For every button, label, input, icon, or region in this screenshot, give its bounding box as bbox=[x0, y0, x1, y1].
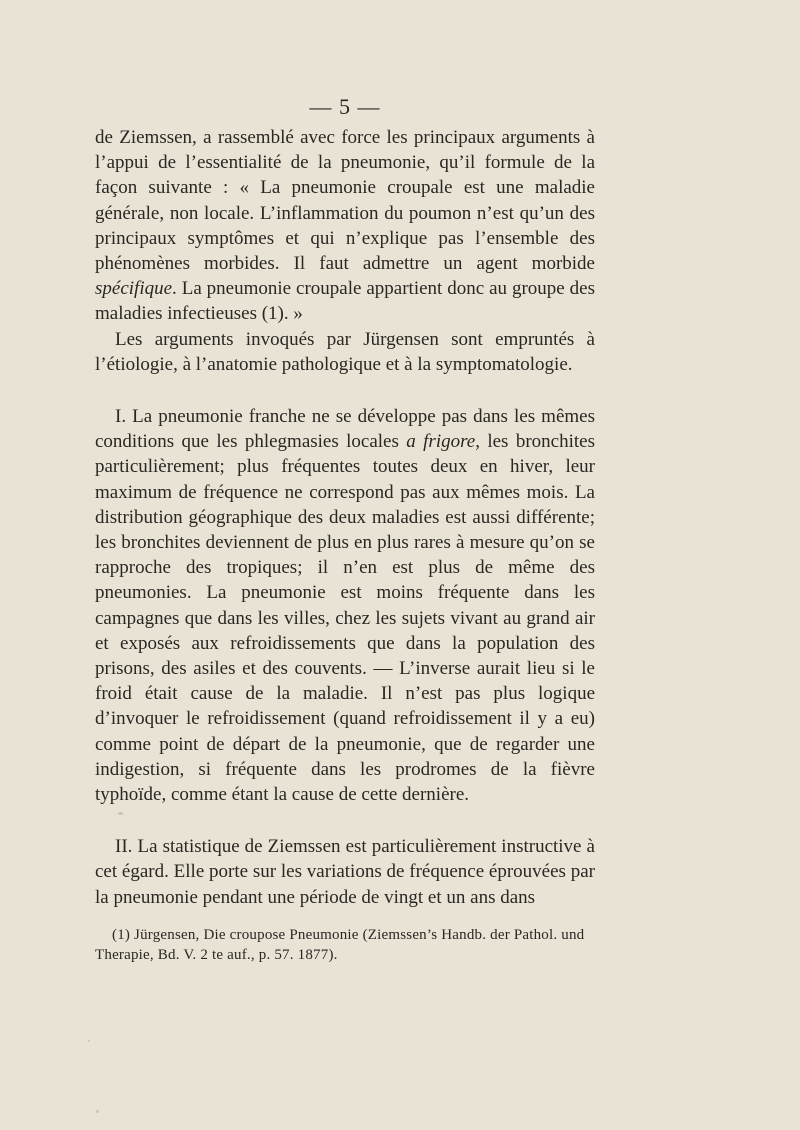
paragraph-1-text-end: . La pneumonie croupale appartient donc au groupe des maladies infectieuses (1). » bbox=[95, 278, 595, 325]
paragraph-3-italic: a frigore bbox=[406, 431, 476, 453]
paper-speck bbox=[96, 1110, 99, 1113]
paragraph-1-text-start: de Ziemssen, a rassemblé avec force les principaux arguments à l’appui de l’essentialité de la pneumonie, qu’il formule de la façon suivante : « La pneumonie croupale est une maladie générale, non locale. L’inflammation du poumon n’est qu’un des principaux symptômes et qui n’explique pas l’ensemble des phénomènes morbides. Il faut admettre un agent morbide bbox=[95, 127, 595, 275]
paper-speck bbox=[88, 1040, 90, 1042]
paragraph-3 bbox=[95, 404, 595, 807]
paragraph-3-text-end: , les bronchites particulièrement; plus fréquentes toutes deux en hiver, leur maximum de fréquence ne correspond pas aux mêmes mois. La distribution géographique des deux maladies est aussi différente; les bronchites deviennent de plus en plus rares à mesure qu’on se rapproche des tropiques; il n’en est plus de même des pneumonies. La pneumonie est moins fréquente dans les campagnes que dans les villes, chez les sujets vivant au grand air et exposés aux refroidissements que dans la population des prisons, des asiles et des couvents. — L’inverse aurait lieu si le froid était cause de la maladie. Il n’est pas plus logique d’invoquer le refroidissement (quand refroidissement il y a eu) comme point de départ de la pneumonie, que de regarder une indigestion, si fréquente dans les prodromes de la fièvre typhoïde, comme étant la cause de cette dernière. bbox=[95, 431, 595, 806]
paragraph-4: II. La statistique de Ziemssen est particulièrement instructive à cet égard. Elle porte sur les variations de fréquence éprouvées par la pneumonie pendant une période de vingt et un ans dans bbox=[95, 836, 595, 908]
footnote-line-2: Therapie, Bd. V. 2 te auf., p. 57. 1877). bbox=[95, 947, 338, 963]
main-text bbox=[95, 125, 595, 910]
paper-speck bbox=[118, 812, 123, 815]
footnote bbox=[95, 925, 595, 965]
paragraph-3-text-start: I. La pneumonie franche ne se développe pas dans les mêmes conditions que les phlegmasies locales bbox=[95, 406, 595, 453]
paragraph-2: Les arguments invoqués par Jürgensen sont empruntés à l’étiologie, à l’anatomie pathologique et à la symptomatologie. bbox=[95, 328, 595, 375]
footnote-line-1: (1) Jürgensen, Die croupose Pneumonie (Ziemssen’s Handb. der Pathol. und bbox=[112, 927, 585, 943]
paragraph-1 bbox=[95, 125, 595, 327]
page-number: — 5 — bbox=[309, 94, 381, 119]
paragraph-1-italic: spécifique bbox=[95, 278, 173, 300]
